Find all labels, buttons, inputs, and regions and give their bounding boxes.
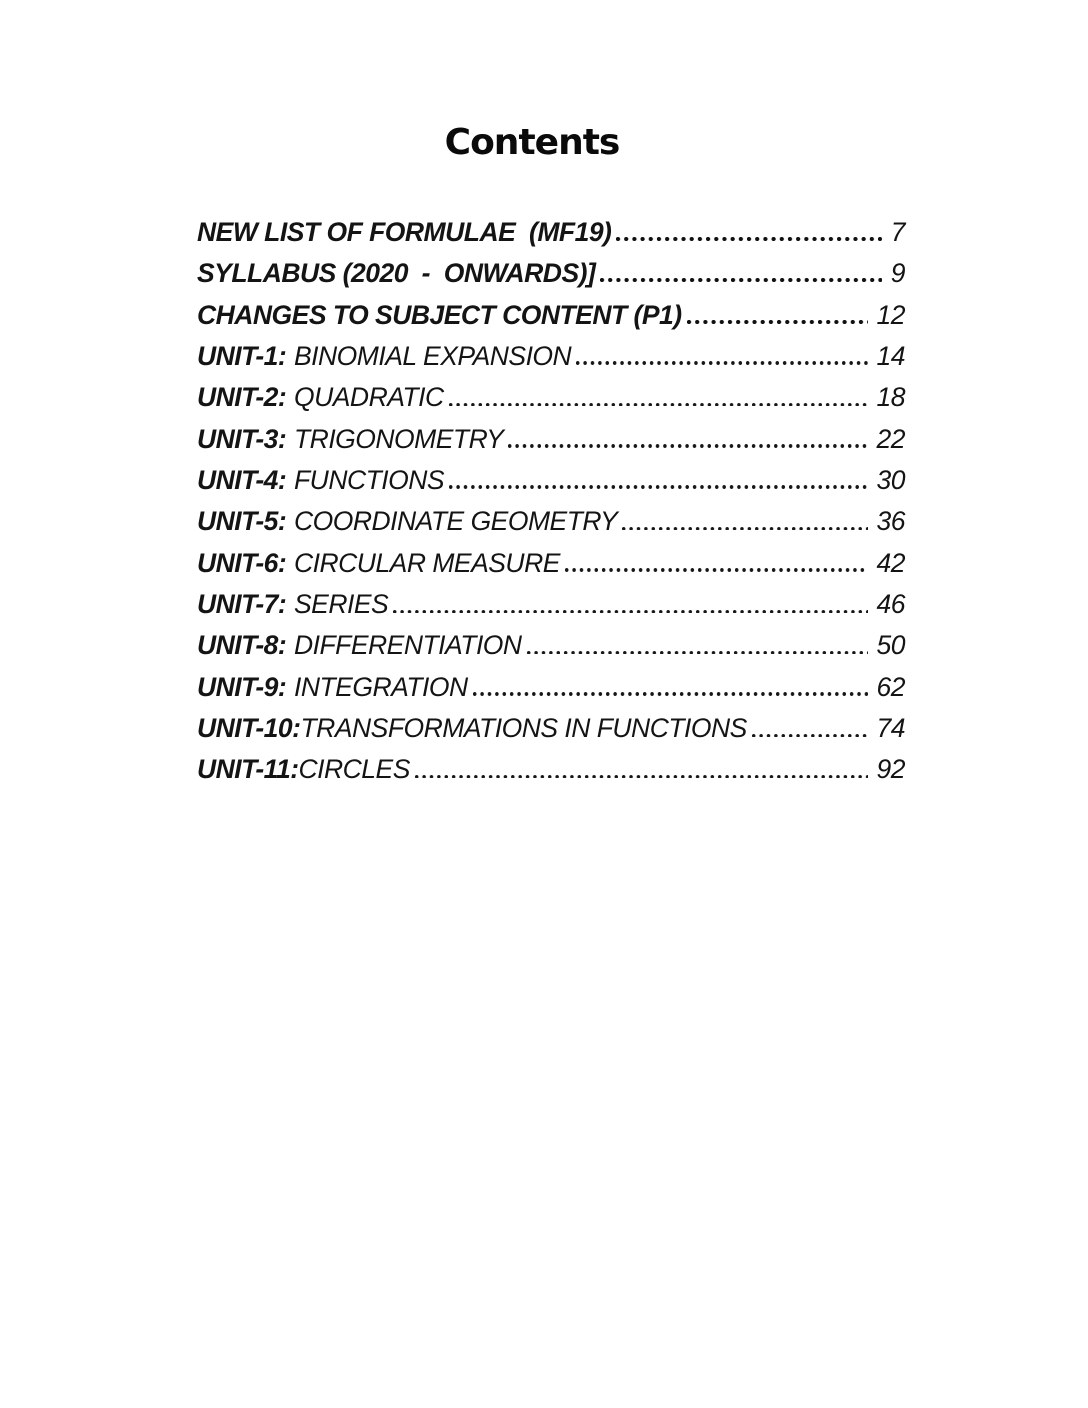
toc-row-title: INTEGRATION	[294, 671, 468, 702]
toc-row-label: UNIT-2:	[197, 382, 287, 413]
toc-row-label: UNIT-9:	[197, 671, 287, 702]
toc-row-label: UNIT-8:	[197, 630, 287, 661]
toc-row-label: UNIT-1:	[197, 341, 287, 372]
toc-row-title: BINOMIAL EXPANSION	[294, 341, 572, 372]
toc-dot-leader	[600, 278, 881, 282]
toc-row-label: UNIT-10:	[197, 713, 301, 744]
toc-row-title: QUADRATIC	[294, 382, 444, 413]
toc-dot-leader	[616, 237, 881, 241]
toc-row-title: SERIES	[294, 589, 389, 620]
toc-row	[197, 502, 905, 543]
toc-dot-leader	[687, 320, 868, 324]
toc-page-number: 50	[876, 630, 905, 661]
toc-page-number: 42	[876, 547, 905, 578]
toc-dot-leader	[415, 775, 868, 779]
toc-dot-leader	[752, 734, 868, 738]
toc-row	[197, 626, 905, 667]
toc-row-title: CHANGES TO SUBJECT CONTENT (P1)	[197, 299, 682, 330]
toc-row-title: FUNCTIONS	[294, 465, 445, 496]
toc-row-label: UNIT-5:	[197, 506, 287, 537]
toc-page-number: 30	[876, 465, 905, 496]
toc-page-number: 74	[876, 713, 905, 744]
toc-row	[197, 709, 905, 750]
toc-row-label: UNIT-6:	[197, 547, 287, 578]
toc-row	[197, 337, 905, 378]
toc-row	[197, 585, 905, 626]
toc-row	[197, 544, 905, 585]
toc-page-number: 9	[890, 258, 905, 289]
toc-page-number: 92	[876, 754, 905, 785]
toc-dot-leader	[576, 361, 867, 365]
toc-row-label: UNIT-7:	[197, 589, 287, 620]
toc-row-title: COORDINATE GEOMETRY	[294, 506, 618, 537]
toc-dot-leader	[449, 403, 868, 407]
toc-page-number: 14	[876, 341, 905, 372]
toc-row-label: UNIT-4:	[197, 465, 287, 496]
toc-row-label: UNIT-11:	[197, 754, 299, 785]
toc-row	[197, 378, 905, 419]
toc-row	[197, 420, 905, 461]
toc-page-number: 36	[876, 506, 905, 537]
toc-row	[197, 461, 905, 502]
toc-page-number: 12	[876, 299, 905, 330]
toc-row	[197, 668, 905, 709]
toc-row-title: CIRCULAR MEASURE	[294, 547, 560, 578]
toc-row-title: TRIGONOMETRY	[294, 423, 504, 454]
toc-row-label: UNIT-3:	[197, 423, 287, 454]
toc-dot-leader	[527, 651, 868, 655]
toc-dot-leader	[622, 527, 867, 531]
toc-dot-leader	[508, 444, 867, 448]
toc-row	[197, 254, 905, 295]
page-title: Contents	[444, 122, 620, 163]
toc-row-title: NEW LIST OF FORMULAE (MF19)	[197, 217, 612, 247]
toc-row	[197, 296, 905, 337]
toc-page-number: 46	[876, 589, 905, 620]
toc-dot-leader	[565, 568, 868, 572]
toc-page-number: 22	[876, 423, 905, 454]
toc-row	[197, 750, 905, 791]
toc-page-number: 62	[876, 671, 905, 702]
toc-dot-leader	[449, 485, 867, 489]
toc-page-number: 7	[890, 217, 905, 247]
toc-row	[197, 213, 905, 254]
toc-dot-leader	[473, 692, 868, 696]
toc-page-number: 18	[876, 382, 905, 413]
toc-dot-leader	[393, 610, 867, 614]
toc-row-title: DIFFERENTIATION	[294, 630, 522, 661]
toc-row-title: SYLLABUS (2020 - ONWARDS)]	[197, 258, 596, 289]
toc-row-title: CIRCLES	[298, 754, 410, 785]
toc-row-title: TRANSFORMATIONS IN FUNCTIONS	[300, 713, 747, 744]
toc-list	[197, 213, 905, 792]
